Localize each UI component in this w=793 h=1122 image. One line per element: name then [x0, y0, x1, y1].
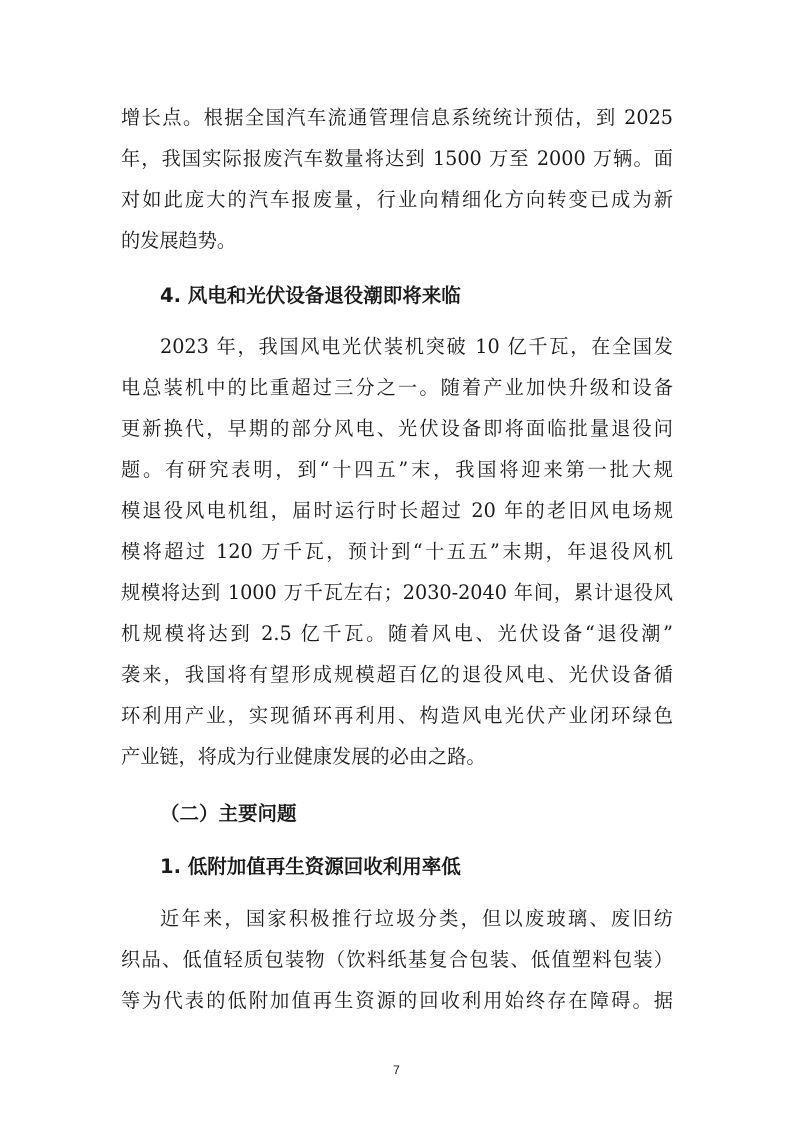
paragraph-line: 袭来，我国将有望形成规模超百亿的退役风电、光伏设备循	[121, 663, 673, 686]
page-number: 7	[393, 1063, 400, 1077]
paragraph-line: 产业链，将成为行业健康发展的必由之路。	[121, 745, 486, 768]
paragraph-line: 2023 年，我国风电光伏装机突破 10 亿千瓦，在全国发	[160, 335, 673, 358]
paragraph-line: 等为代表的低附加值再生资源的回收利用始终存在障碍。据	[121, 989, 673, 1012]
paragraph-line: 近年来，国家积极推行垃圾分类，但以废玻璃、废旧纺	[160, 907, 673, 930]
paragraph-line: 年，我国实际报废汽车数量将达到 1500 万至 2000 万辆。面	[121, 147, 673, 170]
paragraph-line: 更新换代，早期的部分风电、光伏设备即将面临批量退役问	[121, 417, 673, 440]
paragraph-line: 增长点。根据全国汽车流通管理信息系统统计预估，到 2025	[121, 106, 673, 129]
section-heading: （二）主要问题	[160, 802, 297, 825]
paragraph-line: 模将超过 120 万千瓦，预计到“十五五”末期，年退役风机	[121, 540, 673, 563]
paragraph-line: 环利用产业，实现循环再利用、构造风电光伏产业闭环绿色	[121, 704, 673, 727]
paragraph-line: 的发展趋势。	[121, 229, 237, 252]
paragraph-line: 规模将达到 1000 万千瓦左右；2030-2040 年间，累计退役风	[121, 581, 673, 604]
subsection-heading: 4. 风电和光伏设备退役潮即将来临	[160, 284, 461, 307]
subsection-heading: 1. 低附加值再生资源回收利用率低	[160, 855, 461, 878]
paragraph-line: 电总装机中的比重超过三分之一。随着产业加快升级和设备	[121, 376, 673, 399]
paragraph-line: 织品、低值轻质包装物（饮料纸基复合包装、低值塑料包装）	[121, 948, 673, 971]
paragraph-line: 题。有研究表明，到“十四五”末，我国将迎来第一批大规	[121, 458, 673, 481]
paragraph-line: 模退役风电机组，届时运行时长超过 20 年的老旧风电场规	[121, 499, 673, 522]
paragraph-line: 机规模将达到 2.5 亿千瓦。随着风电、光伏设备“退役潮”	[121, 622, 673, 645]
paragraph-line: 对如此庞大的汽车报废量，行业向精细化方向转变已成为新	[121, 188, 673, 211]
